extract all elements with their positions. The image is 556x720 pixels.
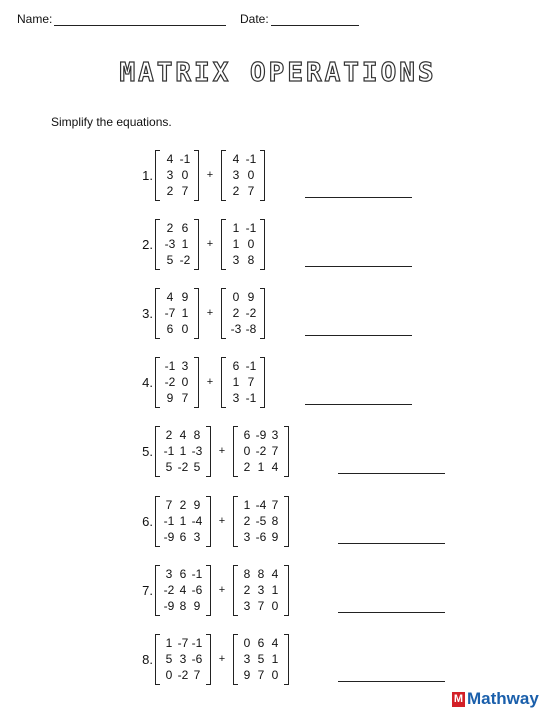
matrix-cell: -2 bbox=[177, 667, 189, 682]
matrix-cell: 3 bbox=[243, 651, 251, 666]
matrix-cell: 2 bbox=[232, 305, 240, 320]
date-field bbox=[240, 12, 359, 26]
problem-5 bbox=[138, 426, 289, 476]
matrix-cell: 4 bbox=[271, 635, 279, 650]
matrix-cell: 0 bbox=[247, 167, 255, 182]
matrix-right bbox=[233, 496, 289, 547]
matrix-cell: -7 bbox=[164, 305, 176, 320]
matrix-cell: -1 bbox=[245, 151, 257, 166]
matrix-cell: 2 bbox=[166, 220, 174, 235]
plus-operator: + bbox=[218, 515, 226, 527]
matrix-cell: 3 bbox=[257, 582, 265, 597]
matrix-cell: 7 bbox=[247, 183, 255, 198]
matrix-left bbox=[155, 150, 199, 201]
answer-line[interactable] bbox=[338, 542, 445, 544]
matrix-cell: -3 bbox=[164, 236, 176, 251]
matrix-cell: -9 bbox=[255, 427, 267, 442]
name-field bbox=[17, 12, 226, 26]
matrix-cell: 1 bbox=[232, 236, 240, 251]
matrix-right bbox=[233, 565, 289, 616]
date-label: Date: bbox=[240, 12, 269, 26]
matrix-cell: -1 bbox=[245, 390, 257, 405]
matrix-cell: 2 bbox=[243, 513, 251, 528]
problem-3 bbox=[138, 288, 265, 338]
plus-operator: + bbox=[206, 169, 214, 181]
matrix-cell: 1 bbox=[181, 236, 189, 251]
matrix-cell: 0 bbox=[181, 167, 189, 182]
problem-7 bbox=[138, 565, 289, 615]
matrix-cell: 2 bbox=[179, 497, 187, 512]
matrix-cell: -7 bbox=[177, 635, 189, 650]
problem-number: 5. bbox=[142, 443, 153, 459]
matrix-cell: 3 bbox=[243, 598, 251, 613]
matrix-cell: -6 bbox=[255, 529, 267, 544]
plus-operator: + bbox=[206, 376, 214, 388]
problem-number: 3. bbox=[142, 305, 153, 321]
matrix-cell: 4 bbox=[232, 151, 240, 166]
matrix-cell: 1 bbox=[232, 374, 240, 389]
matrix-left bbox=[155, 357, 199, 408]
matrix-cell: -2 bbox=[163, 582, 175, 597]
matrix-cell: 2 bbox=[165, 427, 173, 442]
instructions: Simplify the equations. bbox=[51, 115, 172, 129]
matrix-cell: 7 bbox=[193, 667, 201, 682]
matrix-cell: 6 bbox=[179, 566, 187, 581]
matrix-cell: 3 bbox=[271, 427, 279, 442]
matrix-cell: 6 bbox=[232, 358, 240, 373]
matrix-cell: 2 bbox=[243, 582, 251, 597]
answer-line[interactable] bbox=[305, 403, 412, 405]
matrix-cell: 0 bbox=[271, 598, 279, 613]
matrix-cell: 8 bbox=[243, 566, 251, 581]
matrix-cell: 4 bbox=[179, 582, 187, 597]
matrix-cell: 9 bbox=[243, 667, 251, 682]
matrix-cell: 0 bbox=[243, 635, 251, 650]
matrix-cell: 3 bbox=[166, 167, 174, 182]
matrix-right bbox=[221, 288, 265, 339]
matrix-cell: 9 bbox=[271, 529, 279, 544]
matrix-cell: 7 bbox=[271, 443, 279, 458]
matrix-cell: 7 bbox=[181, 390, 189, 405]
matrix-cell: 3 bbox=[193, 529, 201, 544]
matrix-cell: -1 bbox=[179, 151, 191, 166]
matrix-cell: 3 bbox=[243, 529, 251, 544]
mathway-badge-icon: M bbox=[453, 692, 464, 705]
matrix-cell: 9 bbox=[181, 289, 189, 304]
matrix-cell: -2 bbox=[255, 443, 267, 458]
matrix-cell: 6 bbox=[181, 220, 189, 235]
matrix-cell: 4 bbox=[271, 459, 279, 474]
matrix-cell: -1 bbox=[163, 443, 175, 458]
matrix-cell: 0 bbox=[181, 374, 189, 389]
matrix-cell: 0 bbox=[243, 443, 251, 458]
matrix-cell: -3 bbox=[230, 321, 242, 336]
matrix-cell: 5 bbox=[165, 459, 173, 474]
problem-6 bbox=[138, 496, 289, 546]
matrix-cell: 5 bbox=[257, 651, 265, 666]
plus-operator: + bbox=[218, 445, 226, 457]
matrix-cell: 6 bbox=[179, 529, 187, 544]
matrix-cell: -4 bbox=[255, 497, 267, 512]
matrix-cell: 2 bbox=[243, 459, 251, 474]
answer-line[interactable] bbox=[305, 265, 412, 267]
matrix-cell: 4 bbox=[271, 566, 279, 581]
matrix-cell: 3 bbox=[181, 358, 189, 373]
matrix-cell: 2 bbox=[166, 183, 174, 198]
matrix-cell: 4 bbox=[166, 151, 174, 166]
matrix-cell: -1 bbox=[245, 358, 257, 373]
answer-line[interactable] bbox=[338, 472, 445, 474]
matrix-cell: 7 bbox=[271, 497, 279, 512]
matrix-cell: 6 bbox=[243, 427, 251, 442]
matrix-left bbox=[155, 565, 211, 616]
matrix-cell: 5 bbox=[193, 459, 201, 474]
matrix-cell: 1 bbox=[179, 513, 187, 528]
matrix-cell: -2 bbox=[245, 305, 257, 320]
matrix-cell: 6 bbox=[257, 635, 265, 650]
matrix-cell: -3 bbox=[191, 443, 203, 458]
matrix-cell: 0 bbox=[165, 667, 173, 682]
name-blank[interactable] bbox=[54, 13, 226, 26]
matrix-cell: 8 bbox=[247, 252, 255, 267]
matrix-cell: 8 bbox=[179, 598, 187, 613]
matrix-cell: -2 bbox=[177, 459, 189, 474]
answer-line[interactable] bbox=[338, 611, 445, 613]
matrix-cell: -2 bbox=[179, 252, 191, 267]
matrix-cell: -9 bbox=[163, 598, 175, 613]
matrix-left bbox=[155, 496, 211, 547]
matrix-cell: 7 bbox=[257, 598, 265, 613]
date-blank[interactable] bbox=[271, 13, 359, 26]
matrix-cell: 4 bbox=[179, 427, 187, 442]
matrix-cell: -9 bbox=[163, 529, 175, 544]
mathway-logo-text: Mathway bbox=[467, 689, 539, 708]
matrix-cell: 9 bbox=[166, 390, 174, 405]
matrix-cell: 3 bbox=[232, 252, 240, 267]
matrix-cell: 3 bbox=[232, 167, 240, 182]
plus-operator: + bbox=[218, 584, 226, 596]
problem-number: 7. bbox=[142, 582, 153, 598]
matrix-left bbox=[155, 426, 211, 477]
problem-1 bbox=[138, 150, 265, 200]
matrix-cell: -6 bbox=[191, 582, 203, 597]
problem-number: 6. bbox=[142, 513, 153, 529]
matrix-cell: 1 bbox=[271, 651, 279, 666]
page-title: MATRIX OPERATIONS bbox=[119, 58, 437, 88]
answer-line[interactable] bbox=[338, 680, 445, 682]
matrix-cell: 5 bbox=[166, 252, 174, 267]
matrix-cell: 8 bbox=[257, 566, 265, 581]
matrix-cell: -1 bbox=[164, 358, 176, 373]
matrix-left bbox=[155, 288, 199, 339]
matrix-cell: -2 bbox=[164, 374, 176, 389]
matrix-cell: -4 bbox=[191, 513, 203, 528]
mathway-logo bbox=[452, 689, 539, 709]
problem-8 bbox=[138, 634, 289, 684]
plus-operator: + bbox=[218, 653, 226, 665]
matrix-left bbox=[155, 219, 199, 270]
matrix-cell: 0 bbox=[181, 321, 189, 336]
matrix-cell: 7 bbox=[181, 183, 189, 198]
matrix-cell: 1 bbox=[181, 305, 189, 320]
matrix-right bbox=[221, 150, 265, 201]
answer-line[interactable] bbox=[305, 334, 412, 336]
matrix-cell: 7 bbox=[165, 497, 173, 512]
matrix-cell: 1 bbox=[232, 220, 240, 235]
matrix-cell: -1 bbox=[245, 220, 257, 235]
matrix-cell: 0 bbox=[247, 236, 255, 251]
matrix-cell: 7 bbox=[257, 667, 265, 682]
matrix-cell: 9 bbox=[247, 289, 255, 304]
problem-number: 2. bbox=[142, 236, 153, 252]
matrix-cell: -8 bbox=[245, 321, 257, 336]
matrix-cell: 1 bbox=[243, 497, 251, 512]
matrix-cell: 6 bbox=[166, 321, 174, 336]
matrix-cell: 5 bbox=[165, 651, 173, 666]
matrix-cell: 0 bbox=[232, 289, 240, 304]
matrix-right bbox=[233, 426, 289, 477]
matrix-cell: -5 bbox=[255, 513, 267, 528]
matrix-cell: 3 bbox=[179, 651, 187, 666]
matrix-cell: 1 bbox=[165, 635, 173, 650]
name-label: Name: bbox=[17, 12, 53, 26]
plus-operator: + bbox=[206, 238, 214, 250]
matrix-right bbox=[221, 357, 265, 408]
matrix-cell: -1 bbox=[191, 566, 203, 581]
matrix-cell: 1 bbox=[257, 459, 265, 474]
problem-2 bbox=[138, 219, 265, 269]
matrix-left bbox=[155, 634, 211, 685]
matrix-cell: 4 bbox=[166, 289, 174, 304]
problem-number: 1. bbox=[142, 167, 153, 183]
answer-line[interactable] bbox=[305, 196, 412, 198]
matrix-cell: -6 bbox=[191, 651, 203, 666]
matrix-right bbox=[233, 634, 289, 685]
matrix-cell: 1 bbox=[271, 582, 279, 597]
matrix-cell: 8 bbox=[271, 513, 279, 528]
matrix-cell: 7 bbox=[247, 374, 255, 389]
matrix-cell: 1 bbox=[179, 443, 187, 458]
plus-operator: + bbox=[206, 307, 214, 319]
matrix-cell: 9 bbox=[193, 598, 201, 613]
matrix-cell: 3 bbox=[165, 566, 173, 581]
problem-number: 8. bbox=[142, 651, 153, 667]
matrix-cell: -1 bbox=[191, 635, 203, 650]
matrix-cell: 0 bbox=[271, 667, 279, 682]
matrix-cell: -1 bbox=[163, 513, 175, 528]
problem-4 bbox=[138, 357, 265, 407]
matrix-right bbox=[221, 219, 265, 270]
problem-number: 4. bbox=[142, 374, 153, 390]
matrix-cell: 8 bbox=[193, 427, 201, 442]
matrix-cell: 2 bbox=[232, 183, 240, 198]
matrix-cell: 9 bbox=[193, 497, 201, 512]
matrix-cell: 3 bbox=[232, 390, 240, 405]
